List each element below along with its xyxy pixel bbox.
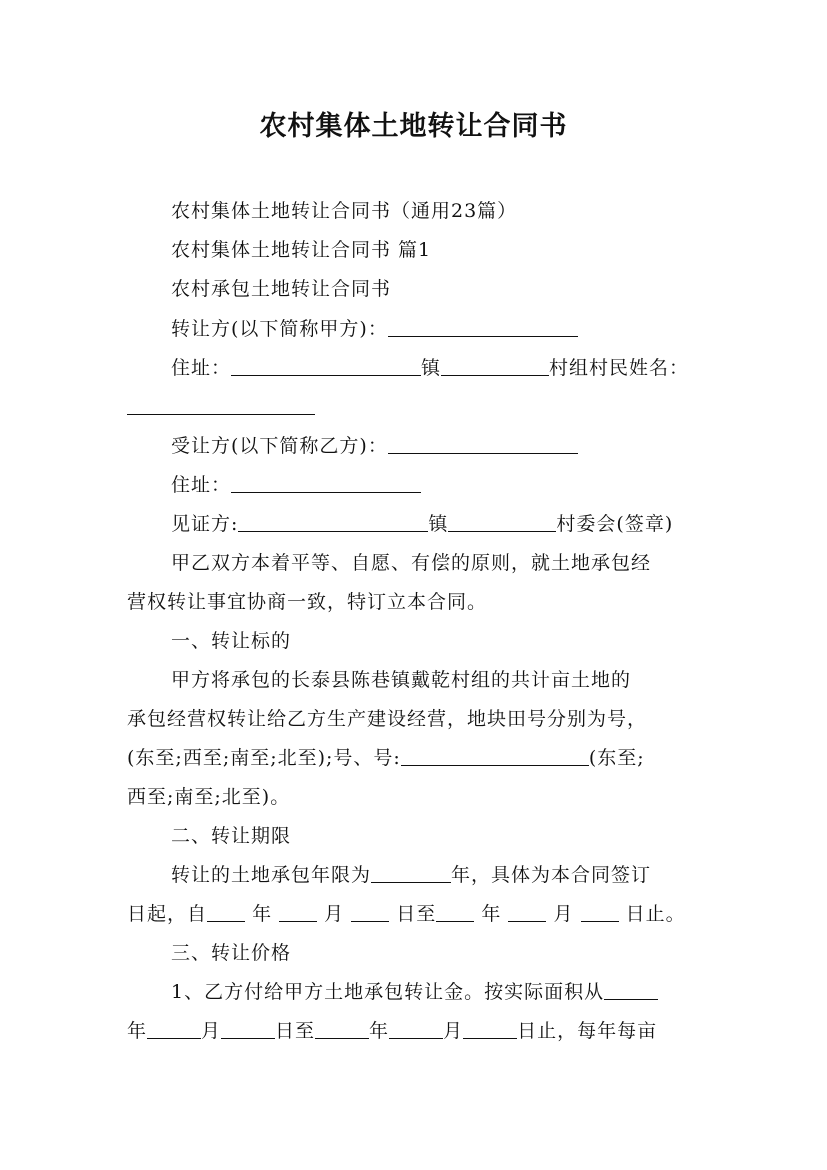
section-1-line-1: 甲方将承包的长泰县陈巷镇戴乾村组的共计亩土地的 bbox=[171, 669, 632, 691]
transferor-blank bbox=[388, 317, 578, 337]
year-label: 年 bbox=[481, 903, 502, 925]
section-1-line-3 bbox=[127, 745, 645, 771]
town-blank bbox=[441, 356, 549, 376]
transferor-label: 转让方(以下简称甲方)： bbox=[171, 318, 388, 340]
year-label: 年 bbox=[252, 903, 273, 925]
plot-blank bbox=[401, 746, 589, 766]
address-blank bbox=[231, 356, 421, 376]
from-label: 日起，自 bbox=[127, 903, 208, 925]
section-1-heading: 一、转让标的 bbox=[171, 630, 292, 652]
day-end-label: 日止。 bbox=[625, 903, 686, 925]
section-1-line-4: 西至;南至;北至)。 bbox=[127, 786, 291, 808]
town-label: 镇 bbox=[421, 357, 442, 379]
end-year-blank bbox=[436, 902, 474, 922]
collection-heading: 农村集体土地转让合同书（通用23篇） bbox=[171, 200, 518, 222]
month-label: 月 bbox=[324, 903, 345, 925]
villager-name-blank bbox=[127, 395, 315, 415]
intro-line-1: 甲乙双方本着平等、自愿、有偿的原则，就土地承包经 bbox=[171, 552, 652, 574]
month-label: 月 bbox=[443, 1020, 464, 1042]
price-from-year-blank bbox=[604, 980, 658, 1000]
address-label: 住址： bbox=[171, 357, 232, 379]
day-to-label: 日至 bbox=[275, 1020, 316, 1042]
town-label: 镇 bbox=[428, 513, 449, 535]
start-year-blank bbox=[207, 902, 245, 922]
villager-name-line bbox=[127, 394, 315, 420]
start-month-blank bbox=[279, 902, 317, 922]
price-to-month-blank bbox=[389, 1019, 443, 1039]
transferee-label: 受让方(以下简称乙方)： bbox=[171, 435, 388, 457]
end-month-blank bbox=[508, 902, 546, 922]
term-text-cont: 年，具体为本合同签订 bbox=[451, 864, 652, 886]
intro-line-2: 营权转让事宜协商一致，特订立本合同。 bbox=[127, 591, 488, 613]
contract-subtitle: 农村承包土地转让合同书 bbox=[171, 278, 392, 300]
year-label: 年 bbox=[127, 1020, 148, 1042]
price-from-month-blank bbox=[147, 1019, 201, 1039]
witness-blank bbox=[238, 512, 428, 532]
transferee-address-blank bbox=[231, 473, 421, 493]
price-text: 1、乙方付给甲方土地承包转让金。按实际面积从 bbox=[171, 981, 605, 1003]
price-to-day-blank bbox=[463, 1019, 517, 1039]
witness-label: 见证方: bbox=[171, 513, 239, 535]
year-label: 年 bbox=[369, 1020, 390, 1042]
section-3-line-1 bbox=[171, 979, 658, 1005]
month-label: 月 bbox=[201, 1020, 222, 1042]
document-title: 农村集体土地转让合同书 bbox=[259, 111, 568, 142]
boundaries-text-cont: (东至; bbox=[588, 747, 645, 769]
witness-line bbox=[171, 511, 673, 537]
transferee-line bbox=[171, 433, 578, 459]
end-day-blank bbox=[581, 902, 619, 922]
term-years-blank bbox=[371, 863, 451, 883]
transferor-address-line bbox=[171, 355, 689, 381]
transferee-blank bbox=[388, 434, 578, 454]
section-3-heading: 三、转让价格 bbox=[171, 942, 292, 964]
section-1-line-2: 承包经营权转让给乙方生产建设经营，地块田号分别为号， bbox=[127, 708, 648, 730]
village-name-label: 村组村民姓名： bbox=[549, 357, 690, 379]
start-day-blank bbox=[351, 902, 389, 922]
transferor-line bbox=[171, 316, 578, 342]
transferee-address-line bbox=[171, 472, 421, 498]
price-to-year-blank bbox=[315, 1019, 369, 1039]
section-3-line-2 bbox=[127, 1018, 657, 1044]
section-2-heading: 二、转让期限 bbox=[171, 825, 292, 847]
part-heading: 农村集体土地转让合同书 篇1 bbox=[171, 239, 432, 261]
address-label: 住址： bbox=[171, 474, 232, 496]
section-2-line-2 bbox=[127, 901, 686, 927]
day-to-label: 日至 bbox=[396, 903, 437, 925]
term-text: 转让的土地承包年限为 bbox=[171, 864, 372, 886]
month-label: 月 bbox=[553, 903, 574, 925]
witness-town-blank bbox=[448, 512, 556, 532]
price-period-end: 日止，每年每亩 bbox=[517, 1020, 658, 1042]
section-2-line-1 bbox=[171, 862, 651, 888]
boundaries-text: (东至;西至;南至;北至);号、号: bbox=[127, 747, 401, 769]
village-committee-seal: 村委会(签章) bbox=[556, 513, 674, 535]
price-from-day-blank bbox=[221, 1019, 275, 1039]
